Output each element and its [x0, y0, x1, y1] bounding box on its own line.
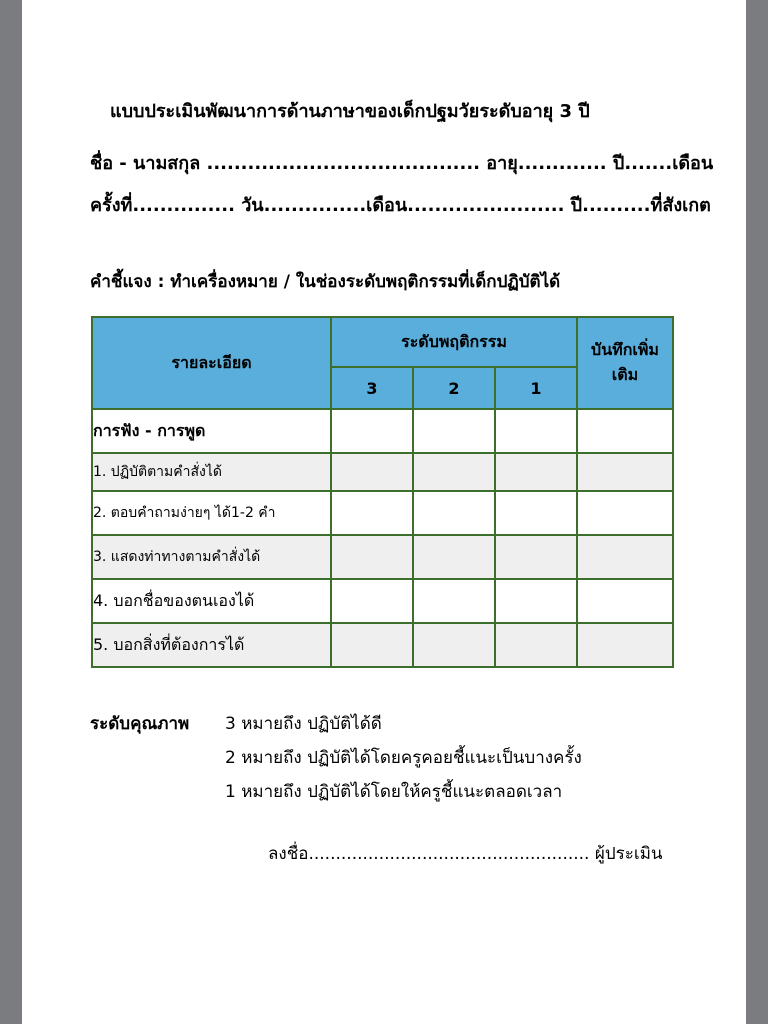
check-cell[interactable] — [495, 409, 577, 453]
header-additional-notes: บันทึกเพิ่มเติม — [577, 317, 673, 409]
note-cell[interactable] — [577, 623, 673, 667]
row-label: 4. บอกชื่อของตนเองได้ — [92, 579, 331, 623]
note-cell[interactable] — [577, 453, 673, 491]
check-cell[interactable] — [331, 535, 413, 579]
check-cell[interactable] — [495, 579, 577, 623]
assessment-table — [91, 316, 674, 668]
section-label: การฟัง - การพูด — [92, 409, 331, 453]
name-age-line: ชื่อ - นามสกุล ........................................ อายุ............. ปี.......เดือน — [90, 153, 714, 174]
quality-item-1: 1 หมายถึง ปฏิบัติได้โดยให้ครูชี้แนะตลอดเวลา — [225, 782, 563, 802]
note-cell[interactable] — [577, 535, 673, 579]
check-cell[interactable] — [331, 579, 413, 623]
check-cell[interactable] — [495, 491, 577, 535]
section-row — [92, 409, 673, 453]
check-cell[interactable] — [413, 535, 495, 579]
quality-item-2: 2 หมายถึง ปฏิบัติได้โดยครูคอยชี้แนะเป็นบางครั้ง — [225, 748, 582, 768]
check-cell[interactable] — [413, 491, 495, 535]
instruction-text: คำชี้แจง : ทำเครื่องหมาย / ในช่องระดับพฤติกรรมที่เด็กปฏิบัติได้ — [90, 272, 561, 292]
form-title: แบบประเมินพัฒนาการด้านภาษาของเด็กปฐมวัยระดับอายุ 3 ปี — [110, 101, 590, 122]
session-date-line: ครั้งที่............... วัน...............เดือน....................... ปี..........ที่สังเกต — [90, 195, 711, 216]
table-row — [92, 579, 673, 623]
header-level-2: 2 — [413, 367, 495, 409]
header-level-1: 1 — [495, 367, 577, 409]
row-label: 5. บอกสิ่งที่ต้องการได้ — [92, 623, 331, 667]
quality-item-3: 3 หมายถึง ปฏิบัติได้ดี — [225, 714, 382, 734]
note-cell[interactable] — [577, 579, 673, 623]
check-cell[interactable] — [413, 623, 495, 667]
header-level-3: 3 — [331, 367, 413, 409]
row-label: 3. แสดงท่าทางตามคำสั่งได้ — [92, 535, 331, 579]
check-cell[interactable] — [331, 453, 413, 491]
check-cell[interactable] — [331, 409, 413, 453]
note-cell[interactable] — [577, 491, 673, 535]
note-cell[interactable] — [577, 409, 673, 453]
table-row — [92, 491, 673, 535]
row-label: 1. ปฏิบัติตามคำสั่งได้ — [92, 453, 331, 491]
check-cell[interactable] — [495, 453, 577, 491]
check-cell[interactable] — [331, 491, 413, 535]
check-cell[interactable] — [413, 409, 495, 453]
header-behavior-level: ระดับพฤติกรรม — [331, 317, 577, 367]
quality-label: ระดับคุณภาพ — [90, 714, 190, 734]
header-detail: รายละเอียด — [92, 317, 331, 409]
check-cell[interactable] — [413, 453, 495, 491]
signature-line: ลงชื่อ.................................................... ผู้ประเมิน — [268, 844, 663, 864]
check-cell[interactable] — [495, 623, 577, 667]
table-row — [92, 453, 673, 491]
table-row — [92, 535, 673, 579]
table-row — [92, 623, 673, 667]
check-cell[interactable] — [413, 579, 495, 623]
check-cell[interactable] — [495, 535, 577, 579]
document-page — [22, 0, 746, 1024]
check-cell[interactable] — [331, 623, 413, 667]
row-label: 2. ตอบคำถามง่ายๆ ได้1-2 คำ — [92, 491, 331, 535]
